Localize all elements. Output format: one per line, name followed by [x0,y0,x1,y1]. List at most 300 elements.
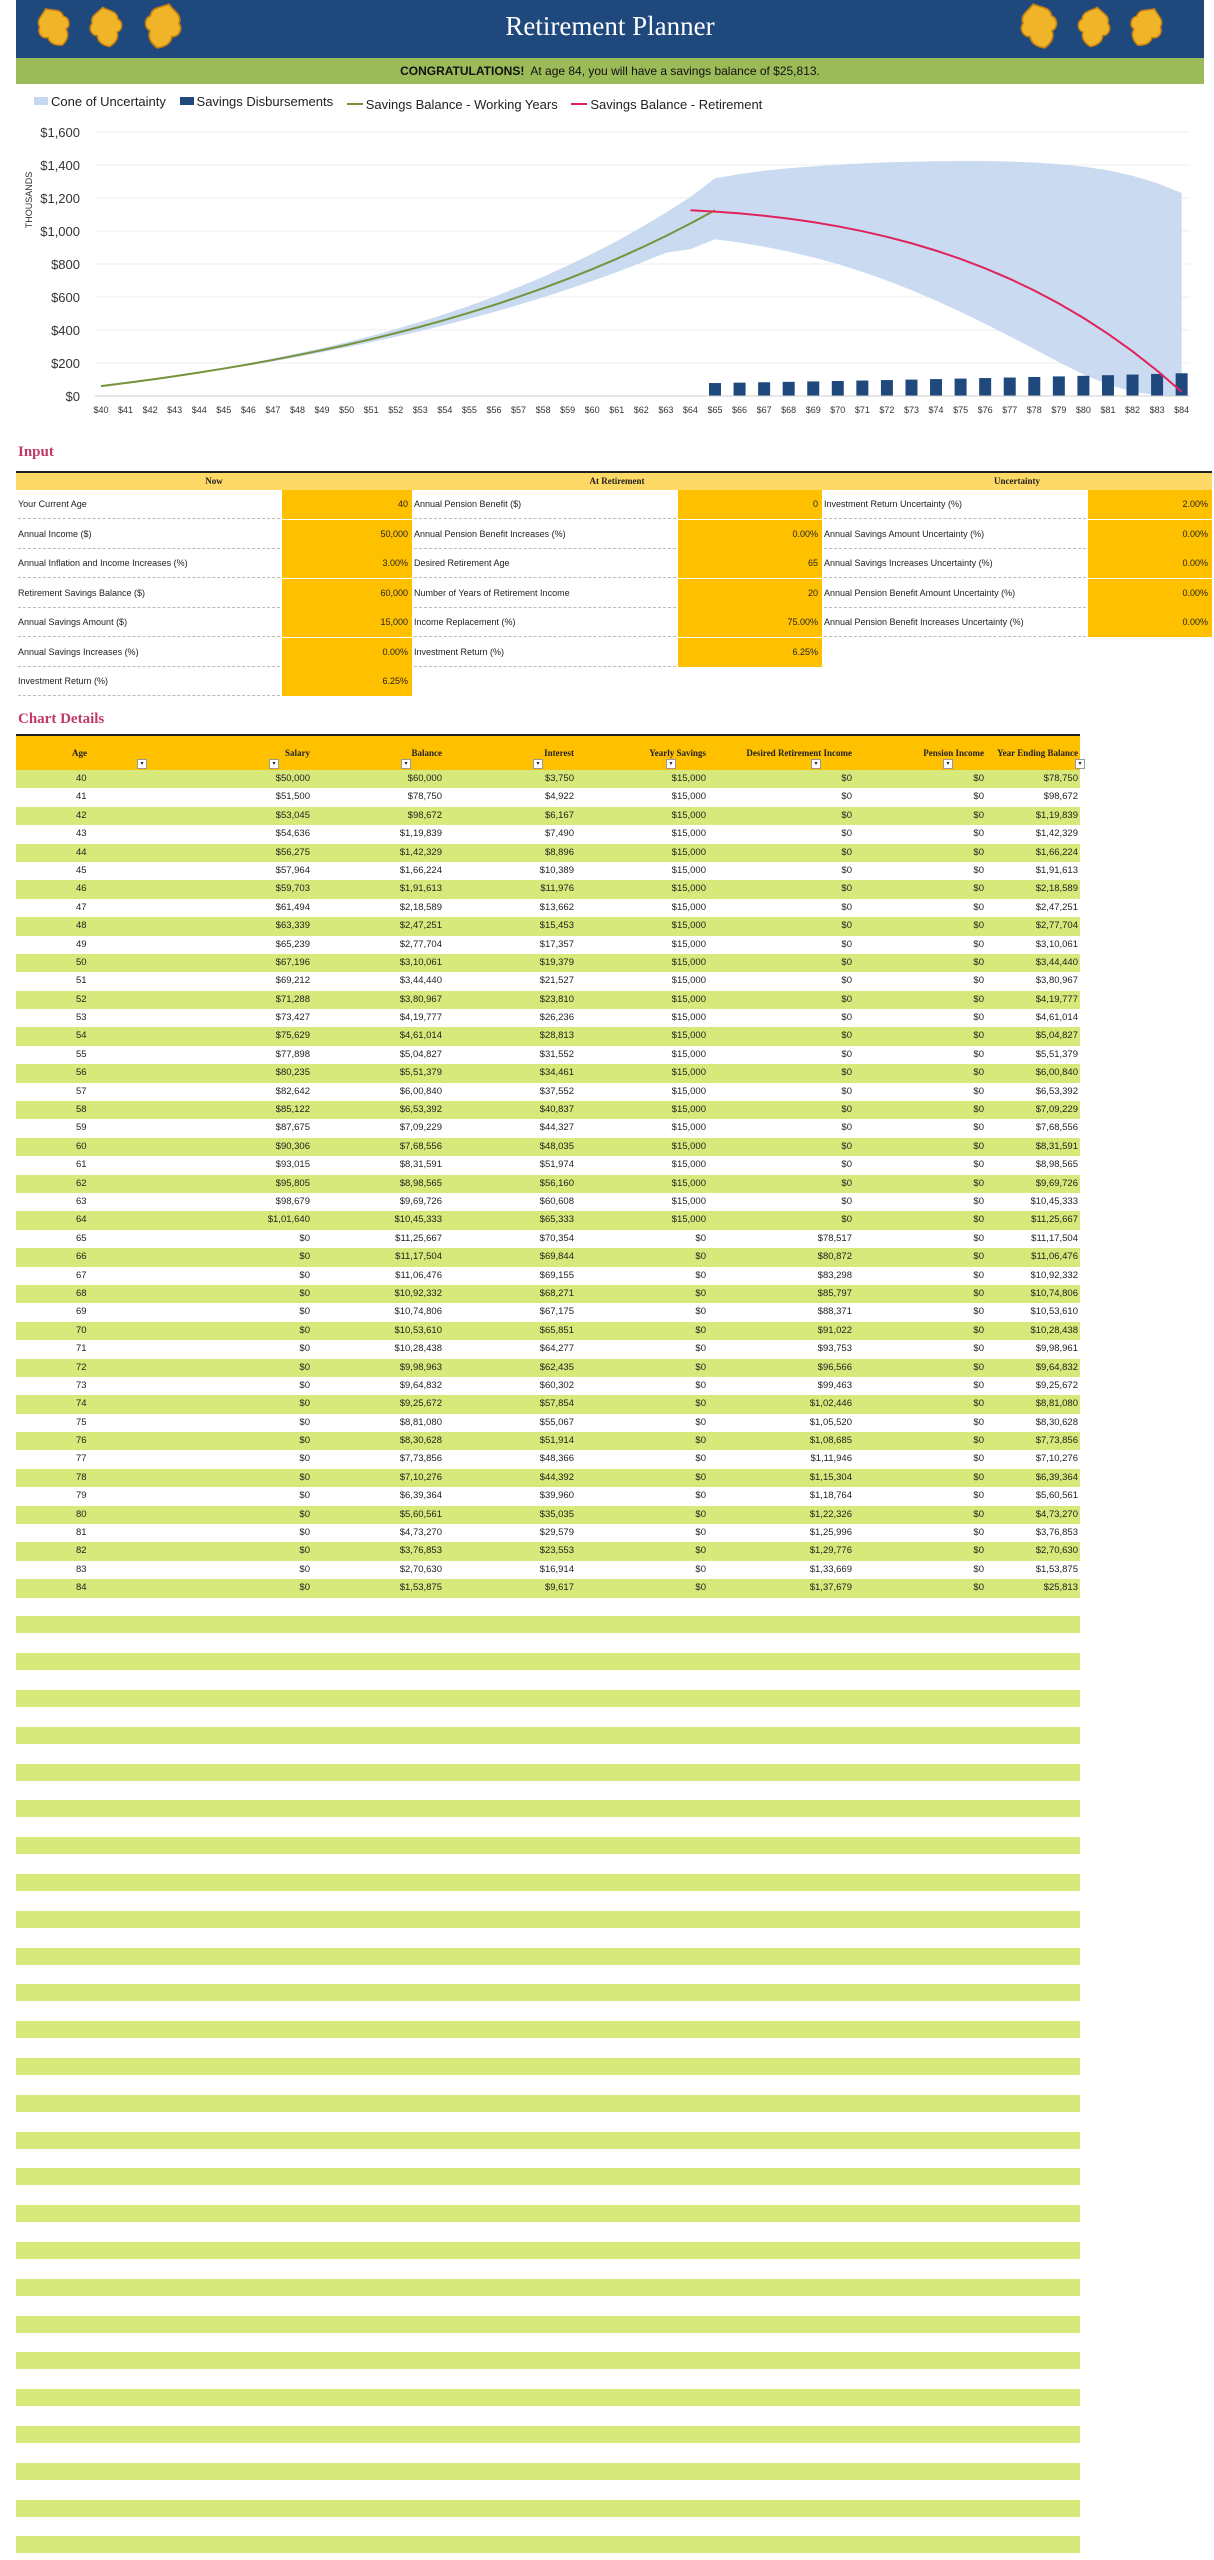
table-cell: $0 [973,1416,984,1428]
x-tick-label: $78 [1026,405,1042,415]
legend-disbursements [180,94,334,109]
empty-table-row [16,1653,1080,1670]
table-cell: $15,000 [671,828,706,840]
table-cell: $0 [299,1582,310,1594]
chart-legend [34,93,772,112]
table-cell: $0 [695,1343,706,1355]
congratulations-message [16,58,1204,84]
table-cell: $69,844 [539,1251,574,1263]
table-cell: $0 [841,993,852,1005]
x-tick-label: $49 [314,405,330,415]
input-value-field[interactable]: 6.25% [678,638,822,667]
table-cell: $8,31,591 [399,1159,442,1171]
table-cell: $90,306 [275,1140,310,1152]
empty-table-row [16,2426,1080,2443]
table-cell: $0 [973,809,984,821]
table-cell: $85,122 [275,1104,310,1116]
input-value-field[interactable]: 15,000 [282,608,412,637]
disbursement-bar [979,378,991,396]
input-value-field[interactable]: 0.00% [1088,579,1212,608]
table-cell: $11,17,504 [1031,1232,1078,1244]
table-cell: 52 [76,993,87,1005]
y-tick-label: $1,400 [40,158,80,173]
table-cell: 82 [76,1545,87,1557]
x-tick-label: $82 [1125,405,1141,415]
filter-dropdown-button[interactable]: ▾ [533,759,543,769]
disbursement-bar [1004,378,1016,396]
input-row-uncertainty [822,549,1212,578]
table-cell: $15,000 [671,1048,706,1060]
table-cell: $0 [973,956,984,968]
x-tick-label: $50 [339,405,355,415]
oak-leaf-icon [1016,0,1062,52]
input-value-field[interactable]: 50,000 [282,520,412,549]
table-cell: $8,30,628 [1035,1416,1078,1428]
table-cell: $17,357 [539,938,574,950]
table-cell: $0 [841,1048,852,1060]
table-cell: $6,00,840 [1035,1067,1078,1079]
table-cell: $1,53,875 [399,1582,442,1594]
table-cell: 60 [76,1140,87,1152]
table-cell: 62 [76,1177,87,1189]
table-cell: 57 [76,1085,87,1097]
input-value-field[interactable]: 20 [678,579,822,608]
table-cell: $0 [841,1140,852,1152]
table-cell: 59 [76,1122,87,1134]
table-cell: $0 [299,1324,310,1336]
input-value-field[interactable]: 0.00% [678,520,822,549]
table-cell: $0 [695,1361,706,1373]
disbursement-bar [758,382,770,396]
filter-dropdown-button[interactable]: ▾ [269,759,279,769]
table-cell: $0 [973,1563,984,1575]
x-tick-label: $71 [854,405,870,415]
table-cell: $56,160 [539,1177,574,1189]
table-cell: $98,672 [407,809,442,821]
retirement-chart [0,112,1214,422]
table-cell: $1,33,669 [809,1563,852,1575]
table-cell: $9,64,832 [399,1379,442,1391]
table-cell: $0 [841,1159,852,1171]
table-cell: $95,805 [275,1177,310,1189]
table-row [16,1267,1080,1285]
table-cell: $0 [973,1214,984,1226]
table-cell: $69,212 [275,975,310,987]
table-cell: $15,000 [671,1104,706,1116]
empty-table-row [16,2463,1080,2480]
input-label: Annual Pension Benefit Increases Uncertainty (%) [824,608,1086,637]
table-row [16,1359,1080,1377]
x-tick-label: $64 [682,405,698,415]
table-cell: $80,235 [275,1067,310,1079]
table-cell: $5,51,379 [1035,1048,1078,1060]
disbursement-bar [783,382,795,396]
input-value-field[interactable]: 0.00% [1088,549,1212,578]
table-cell: $0 [695,1545,706,1557]
table-cell: $50,000 [275,773,310,784]
input-row-retirement [412,608,822,637]
table-cell: $67,196 [275,956,310,968]
x-tick-label: $62 [633,405,649,415]
table-cell: $10,45,333 [394,1214,442,1226]
table-cell: 77 [76,1453,87,1465]
table-cell: $0 [973,1140,984,1152]
table-row [16,1414,1080,1432]
empty-table-row [16,1727,1080,1744]
table-cell: 61 [76,1159,87,1171]
table-cell: $0 [299,1343,310,1355]
table-cell: 46 [76,883,87,895]
table-cell: $0 [973,1122,984,1134]
table-cell: $0 [695,1232,706,1244]
table-cell: $40,837 [539,1104,574,1116]
input-label: Investment Return (%) [18,667,280,696]
table-cell: $15,000 [671,1030,706,1042]
input-value-field[interactable]: 6.25% [282,667,412,696]
table-cell: $5,51,379 [399,1067,442,1079]
table-cell: $91,022 [817,1324,852,1336]
input-value-field[interactable]: 75.00% [678,608,822,637]
empty-table-row [16,2279,1080,2296]
input-value-field[interactable]: 0 [678,490,822,519]
col-balance: Balance [411,748,442,758]
table-cell: $0 [695,1287,706,1299]
input-value-field[interactable]: 0.00% [1088,520,1212,549]
table-cell: $60,302 [539,1379,574,1391]
table-cell: $39,960 [539,1490,574,1502]
table-cell: $4,922 [544,791,574,803]
table-cell: $8,81,080 [1035,1398,1078,1410]
table-cell: $2,70,630 [1035,1545,1078,1557]
table-cell: $8,30,628 [399,1435,442,1447]
table-cell: $57,964 [275,864,310,876]
input-value-field[interactable]: 2.00% [1088,490,1212,519]
table-cell: 51 [76,975,87,987]
input-value-field[interactable]: 65 [678,549,822,578]
input-value-field[interactable]: 0.00% [1088,608,1212,637]
table-cell: $9,69,726 [1035,1177,1078,1189]
table-row [16,1579,1080,1597]
disbursement-bar [856,381,868,396]
table-cell: $11,25,667 [395,1232,442,1244]
x-tick-label: $72 [879,405,895,415]
table-cell: $93,753 [817,1343,852,1355]
table-cell: $15,000 [671,956,706,968]
table-cell: $0 [973,1048,984,1060]
input-label: Annual Inflation and Income Increases (%) [18,549,280,578]
disbursement-bar [1077,376,1089,396]
col-desired-income: Desired Retirement Income [746,748,852,758]
table-cell: $4,61,014 [1035,1012,1078,1024]
table-cell: 70 [76,1324,87,1336]
table-cell: $1,01,640 [267,1214,310,1226]
x-tick-label: $65 [707,405,723,415]
table-cell: $0 [841,956,852,968]
table-row [16,972,1080,990]
table-cell: $1,02,446 [809,1398,852,1410]
input-value-field[interactable]: 3.00% [282,549,412,578]
table-cell: 72 [76,1361,87,1373]
empty-table-row [16,2316,1080,2333]
table-cell: $15,000 [671,920,706,932]
table-cell: $6,53,392 [399,1104,442,1116]
table-cell: $0 [973,1324,984,1336]
congrats-text: At age 84, you will have a savings balance of $25,813. [530,64,820,78]
table-row [16,1009,1080,1027]
table-cell: $56,275 [275,846,310,858]
input-row-retirement [412,638,822,667]
table-cell: $4,73,270 [399,1527,442,1539]
table-cell: $3,80,967 [399,993,442,1005]
table-cell: $0 [299,1453,310,1465]
table-cell: $0 [973,1379,984,1391]
disbursement-bar [832,381,844,396]
table-cell: $0 [973,1398,984,1410]
table-row [16,1432,1080,1450]
table-cell: $3,76,853 [399,1545,442,1557]
table-row [16,807,1080,825]
input-row-now [16,549,412,578]
table-cell: $0 [841,864,852,876]
x-tick-label: $51 [363,405,379,415]
table-cell: $0 [841,883,852,895]
table-row [16,991,1080,1009]
table-cell: $0 [841,846,852,858]
table-row [16,1027,1080,1045]
table-cell: $0 [973,1306,984,1318]
table-cell: $0 [299,1563,310,1575]
x-tick-label: $76 [977,405,993,415]
input-label: Annual Pension Benefit ($) [414,490,676,519]
table-cell: $10,28,438 [1030,1324,1078,1336]
table-row [16,1230,1080,1248]
table-cell: $0 [299,1232,310,1244]
table-cell: $2,77,704 [399,938,442,950]
table-cell: $0 [973,828,984,840]
table-row [16,917,1080,935]
table-cell: $0 [695,1251,706,1263]
empty-table-row [16,1948,1080,1965]
table-cell: $0 [973,1030,984,1042]
input-row-retirement [412,579,822,608]
x-tick-label: $44 [191,405,207,415]
col-interest: Interest [544,748,574,758]
input-label: Annual Pension Benefit Amount Uncertainty (%) [824,579,1086,608]
table-cell: $29,579 [539,1527,574,1539]
table-cell: $0 [299,1251,310,1263]
table-row [16,844,1080,862]
table-cell: $1,15,304 [809,1471,852,1483]
table-cell: $51,974 [539,1159,574,1171]
legend-cone [34,94,166,109]
table-cell: 68 [76,1287,87,1299]
disbursement-bar [881,380,893,396]
table-row [16,1524,1080,1542]
congrats-prefix: CONGRATULATIONS! [400,64,525,78]
x-tick-label: $46 [240,405,256,415]
table-cell: $78,750 [1043,773,1078,784]
table-row [16,1211,1080,1229]
table-row [16,788,1080,806]
table-cell: $10,53,610 [1030,1306,1078,1318]
input-row-now [16,638,412,667]
table-cell: 74 [76,1398,87,1410]
input-label: Retirement Savings Balance ($) [18,579,280,608]
x-tick-label: $42 [142,405,158,415]
table-cell: 48 [76,920,87,932]
table-cell: $15,000 [671,1195,706,1207]
input-label: Annual Income ($) [18,520,280,549]
input-value-field[interactable]: 60,000 [282,579,412,608]
input-section-title: Input [18,444,54,460]
table-cell: $0 [973,901,984,913]
input-row-retirement [412,549,822,578]
table-row [16,1138,1080,1156]
filter-dropdown-button[interactable]: ▾ [1075,759,1085,769]
title-banner [16,0,1204,58]
table-cell: $11,17,504 [395,1251,442,1263]
filter-dropdown-button[interactable]: ▾ [401,759,411,769]
table-cell: $10,92,332 [394,1287,442,1299]
table-cell: $0 [695,1269,706,1281]
disbursement-bar [930,379,942,396]
table-cell: 66 [76,1251,87,1263]
input-label: Annual Savings Amount Uncertainty (%) [824,520,1086,549]
table-row [16,770,1080,788]
input-label: Your Current Age [18,490,280,519]
empty-table-row [16,1874,1080,1891]
x-tick-label: $69 [805,405,821,415]
x-tick-label: $43 [167,405,183,415]
table-cell: $87,675 [275,1122,310,1134]
input-value-field[interactable]: 40 [282,490,412,519]
input-value-field[interactable]: 0.00% [282,638,412,667]
table-cell: 40 [76,773,87,784]
x-tick-label: $57 [511,405,527,415]
table-cell: $26,236 [539,1012,574,1024]
table-cell: $0 [841,773,852,784]
empty-table-row [16,2352,1080,2369]
table-cell: $57,854 [539,1398,574,1410]
table-cell: $0 [299,1416,310,1428]
table-cell: $10,74,806 [394,1306,442,1318]
table-cell: $19,379 [539,956,574,968]
y-tick-label: $1,200 [40,191,80,206]
legend-label: Savings Balance - Working Years [365,96,558,112]
x-tick-label: $40 [93,405,109,415]
col-pension-income: Pension Income [923,748,984,758]
table-cell: $0 [841,1104,852,1116]
table-cell: $15,000 [671,791,706,803]
table-cell: $0 [973,1508,984,1520]
table-cell: $4,19,777 [1035,993,1078,1005]
empty-table-row [16,1837,1080,1854]
disbursement-bar [955,379,967,396]
table-row [16,1506,1080,1524]
table-cell: $9,98,961 [1035,1343,1078,1355]
filter-dropdown-button[interactable]: ▾ [943,759,953,769]
legend-label: Cone of Uncertainty [51,93,166,109]
table-cell: $0 [841,1195,852,1207]
table-cell: $8,98,565 [1035,1159,1078,1171]
table-cell: $60,608 [539,1195,574,1207]
retirement-header: At Retirement [412,471,822,490]
table-cell: $0 [973,1471,984,1483]
x-tick-label: $58 [535,405,551,415]
table-row [16,1156,1080,1174]
table-cell: $3,44,440 [399,975,442,987]
filter-dropdown-button[interactable]: ▾ [811,759,821,769]
table-row [16,1450,1080,1468]
table-cell: $0 [973,1490,984,1502]
table-cell: $2,47,251 [1035,901,1078,913]
table-cell: $15,000 [671,1159,706,1171]
table-cell: $0 [695,1379,706,1391]
table-cell: $11,06,476 [395,1269,442,1281]
table-cell: 42 [76,809,87,821]
table-cell: $0 [299,1398,310,1410]
table-cell: $51,500 [275,791,310,803]
table-cell: $1,42,329 [1035,828,1078,840]
table-cell: 71 [76,1343,87,1355]
empty-table-row [16,2242,1080,2259]
table-cell: $44,392 [539,1471,574,1483]
table-cell: $25,813 [1043,1582,1078,1594]
table-cell: $8,31,591 [1035,1140,1078,1152]
legend-retirement [571,97,762,112]
table-cell: $10,53,610 [394,1324,442,1336]
y-tick-label: $1,600 [40,125,80,140]
y-tick-label: $0 [65,389,80,404]
now-header: Now [16,471,412,490]
table-cell: $1,66,224 [399,864,442,876]
y-tick-label: $600 [51,290,80,305]
table-cell: $60,000 [407,773,442,784]
input-row-uncertainty [822,608,1212,637]
table-cell: $34,461 [539,1067,574,1079]
table-cell: $5,60,561 [1035,1490,1078,1502]
table-cell: $3,76,853 [1035,1527,1078,1539]
x-tick-label: $81 [1100,405,1116,415]
table-cell: $0 [973,1195,984,1207]
y-tick-label: $200 [51,356,80,371]
table-cell: $37,552 [539,1085,574,1097]
table-cell: 69 [76,1306,87,1318]
table-cell: $0 [973,1085,984,1097]
table-cell: $1,66,224 [1035,846,1078,858]
table-cell: $6,39,364 [399,1490,442,1502]
table-cell: $4,61,014 [399,1030,442,1042]
table-cell: $0 [973,1104,984,1116]
table-cell: 49 [76,938,87,950]
table-cell: $15,000 [671,1085,706,1097]
disbursement-bar [709,383,721,396]
input-row-now [16,608,412,637]
filter-dropdown-button[interactable]: ▾ [666,759,676,769]
table-cell: $9,64,832 [1035,1361,1078,1373]
table-cell: $15,453 [539,920,574,932]
table-row [16,1542,1080,1560]
table-cell: $1,05,520 [809,1416,852,1428]
table-cell: $73,427 [275,1012,310,1024]
table-cell: $51,914 [539,1435,574,1447]
table-row [16,954,1080,972]
table-cell: $2,77,704 [1035,920,1078,932]
input-row-uncertainty [822,579,1212,608]
table-cell: $3,750 [544,773,574,784]
filter-dropdown-button[interactable]: ▾ [137,759,147,769]
table-cell: 43 [76,828,87,840]
